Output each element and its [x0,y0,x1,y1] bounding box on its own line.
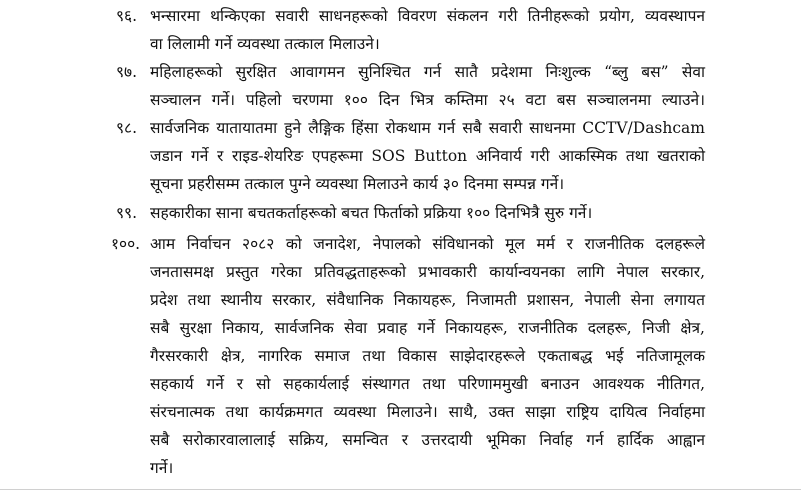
item-text-line: सञ्चालन गर्ने। पहिलो चरणमा १०० दिन भित्र कम्तिमा २५ वटा बस सञ्चालनमा ल्याउने। [150,91,705,109]
item-text-line: प्रदेश तथा स्थानीय सरकार, संवैधानिक निकायहरू, निजामती प्रशासन, नेपाली सेना लगायत [150,291,705,309]
item-number: १००. [111,235,141,253]
item-text-line: सहकार्य गर्ने र सो सहकार्यलाई संस्थागत तथा परिणाममुखी बनाउन आवश्यक नीतिगत, [150,375,705,393]
item-text-line: जनतासमक्ष प्रस्तुत गरेका प्रतिवद्धताहरूको प्रभावकारी कार्यान्वयनका लागि नेपाल सरकार, [150,263,705,281]
item-text-line: महिलाहरूको सुरक्षित आवागमन सुनिश्चित गर्न सातै प्रदेशमा निःशुल्क “ब्लु बस” सेवा [150,63,705,81]
item-text-line: सार्वजनिक यातायातमा हुने लैङ्गिक हिंसा रोकथाम गर्न सबै सवारी साधनमा CCTV/Dashcam [150,119,705,137]
item-number: ९६. [116,7,138,25]
item-text-line: सहकारीका साना बचतकर्ताहरूको बचत फिर्ताको प्रक्रिया १०० दिनभित्रै सुरु गर्ने। [150,204,593,222]
item-text-line: आम निर्वाचन २०८२ को जनादेश, नेपालको संविधानको मूल मर्म र राजनीतिक दलहरूले [150,235,705,253]
item-text-line: सूचना प्रहरीसम्म तत्काल पुग्ने व्यवस्था मिलाउने कार्य ३० दिनमा सम्पन्न गर्ने। [150,175,565,193]
item-text-line: जडान गर्ने र राइड-शेयरिङ एपहरूमा SOS Button अनिवार्य गरी आकस्मिक तथा खतराको [150,147,705,165]
item-number: ९७. [116,63,138,81]
page-divider [0,489,801,490]
item-text-line: गैरसरकारी क्षेत्र, नागरिक समाज तथा विकास साझेदारहरूले एकताबद्ध भई नतिजामूलक [150,347,705,365]
item-number: ९९. [116,204,138,222]
item-text-line: भन्सारमा थन्किएका सवारी साधनहरूको विवरण संकलन गरी तिनीहरूको प्रयोग, व्यवस्थापन [150,7,705,25]
item-number: ९८. [116,119,138,137]
item-text-line: वा लिलामी गर्ने व्यवस्था तत्काल मिलाउने। [150,35,380,53]
item-text-line: सबै सरोकारवालालाई सक्रिय, समन्वित र उत्तरदायी भूमिका निर्वाह गर्न हार्दिक आह्वान [150,431,705,449]
item-text-line: सबै सुरक्षा निकाय, सार्वजनिक सेवा प्रवाह गर्ने निकायहरू, राजनीतिक दलहरू, निजी क्षेत्र, [150,319,705,337]
item-text-line: संरचनात्मक तथा कार्यक्रमगत व्यवस्था मिलाउने। साथै, उक्त साझा राष्ट्रिय दायित्व निर्वाहमा [150,403,705,421]
item-text-line: गर्ने। [150,459,174,477]
